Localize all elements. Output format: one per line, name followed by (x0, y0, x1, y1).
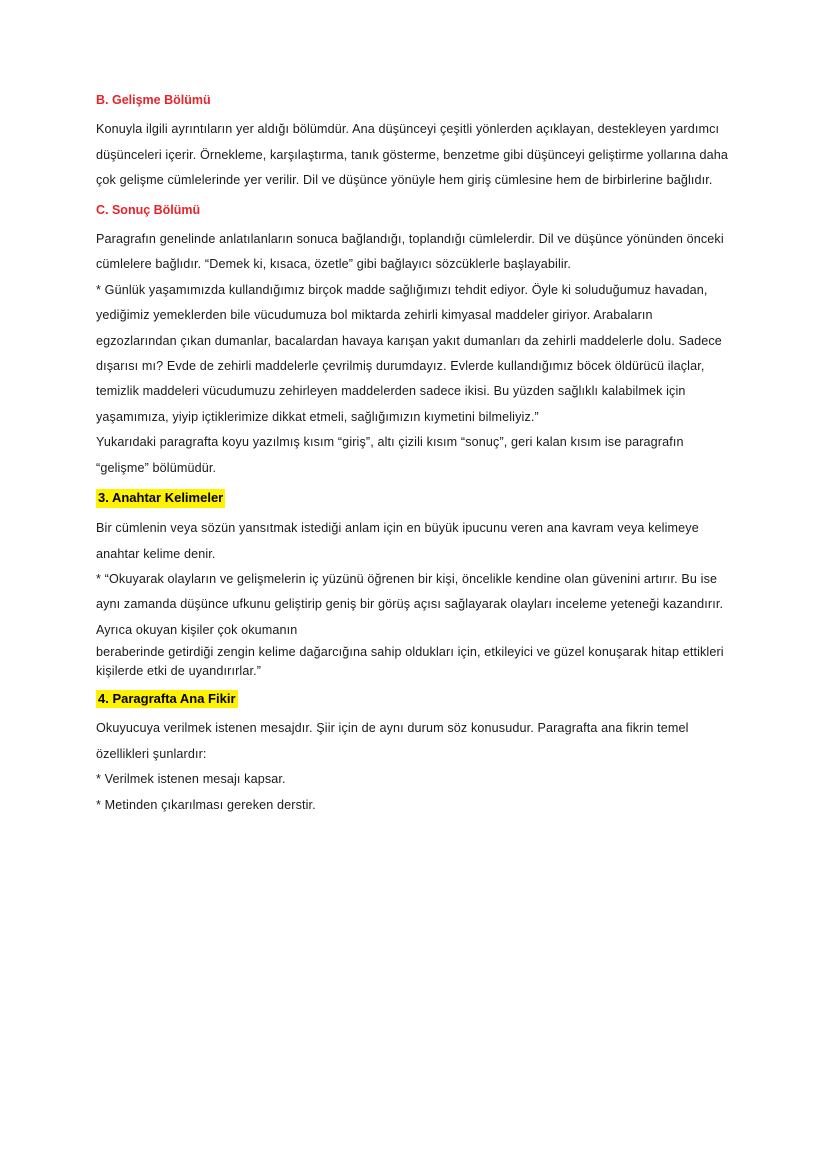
paragraph-anafikir-1: Okuyucuya verilmek istenen mesajdır. Şiir için de aynı durum söz konusudur. Paragrafta ana fikrin temel özellikleri şunlardır: (96, 721, 689, 761)
section-heading-sonuc-bolumu: C. Sonuç Bölümü (96, 202, 201, 217)
section-gelisme-bolumu (96, 92, 736, 194)
section-heading-wrap-paragrafta-ana-fikir (96, 690, 736, 709)
paragraph-sonuc-example: * Günlük yaşamımızda kullandığımız birçok madde sağlığımızı tehdit ediyor. Öyle ki soluduğumuz havadan, yediğimiz yemeklerden bile vücudumuza bol miktarda zehirli kimyasal maddeler giriyor. Arabaların egzozlarından çıkan dumanlar, bacalardan havaya karışan yakıt dumanları da zehirli maddelerle dolu. Sadece dışarısı mı? Evde de zehirli maddelerle çevrilmiş durumdayız. Evlerde kullandığımız böcek öldürücü ilaçlar, temizlik maddeleri vücudumuzu zehirleyen maddelerden sadece ikisi. Bu yüzden sağlıklı kalabilmek için yaşamımıza, yiyip içtiklerimize dikkat etmeli, sağlığımızın kıymetini bilmeliyiz.” (96, 282, 722, 424)
section-heading-anahtar-kelimeler: 3. Anahtar Kelimeler (96, 489, 225, 508)
section-heading-gelisme-bolumu: B. Gelişme Bölümü (96, 93, 211, 107)
section-heading-wrap-anahtar-kelimeler (96, 489, 736, 508)
paragraph-anahtar-1: Bir cümlenin veya sözün yansıtmak istediği anlam için en büyük ipucunu veren ana kavram veya kelimeye anahtar kelime denir. (96, 521, 699, 561)
section-anahtar-kelimeler (96, 489, 736, 681)
paragraph-anahtar-example: * “Okuyarak olayların ve gelişmelerin iç yüzünü öğrenen bir kişi, öncelikle kendine olan güvenini artırır. Bu ise aynı zamanda düşünce ufkunu geliştirip geniş bir görüş açısı sağlayarak olayları inceleme yeteneği kazandırır. Ayrıca okuyan kişiler çok okumanın (96, 571, 724, 637)
document-content (96, 92, 736, 818)
paragraph-sonuc-1: Paragrafın genelinde anlatılanların sonuca bağlandığı, toplandığı cümlelerdir. Dil ve düşünce yönünden önceki cümlelere bağlıdır. “Demek ki, kısaca, özetle” gibi bağlayıcı sözcüklerle başlayabilir. (96, 231, 724, 272)
paragraph-gelisme-1: Konuyla ilgili ayrıntıların yer aldığı bölümdür. Ana düşünceyi çeşitli yönlerden açıklayan, destekleyen yardımcı düşünceleri içerir. Örnekleme, karşılaştırma, tanık gösterme, benzetme gibi düşünceyi geliştirme yollarına daha çok gelişme cümlelerinde yer verilir. Dil ve düşünce yönüyle hem giriş cümlesine hem de birbirlerine bağlıdır. (96, 122, 729, 188)
section-paragrafta-ana-fikir (96, 690, 736, 819)
paragraph-anahtar-example-cont: beraberinde getirdiği zengin kelime dağarcığına sahip oldukları için, etkileyici ve güzel konuşarak hitap ettikleri kişilerde etki de uyandırırlar.” (96, 645, 724, 679)
paragraph-anafikir-bullet-2: * Metinden çıkarılması gereken derstir. (96, 797, 316, 812)
paragraph-sonuc-explanation: Yukarıdaki paragrafta koyu yazılmış kısım “giriş”, altı çizili kısım “sonuç”, geri kalan kısım ise paragrafın “gelişme” bölümüdür. (96, 435, 684, 475)
section-heading-paragrafta-ana-fikir: 4. Paragrafta Ana Fikir (96, 690, 238, 709)
section-sonuc-bolumu (96, 202, 736, 482)
paragraph-anafikir-bullet-1: * Verilmek istenen mesajı kapsar. (96, 772, 286, 787)
